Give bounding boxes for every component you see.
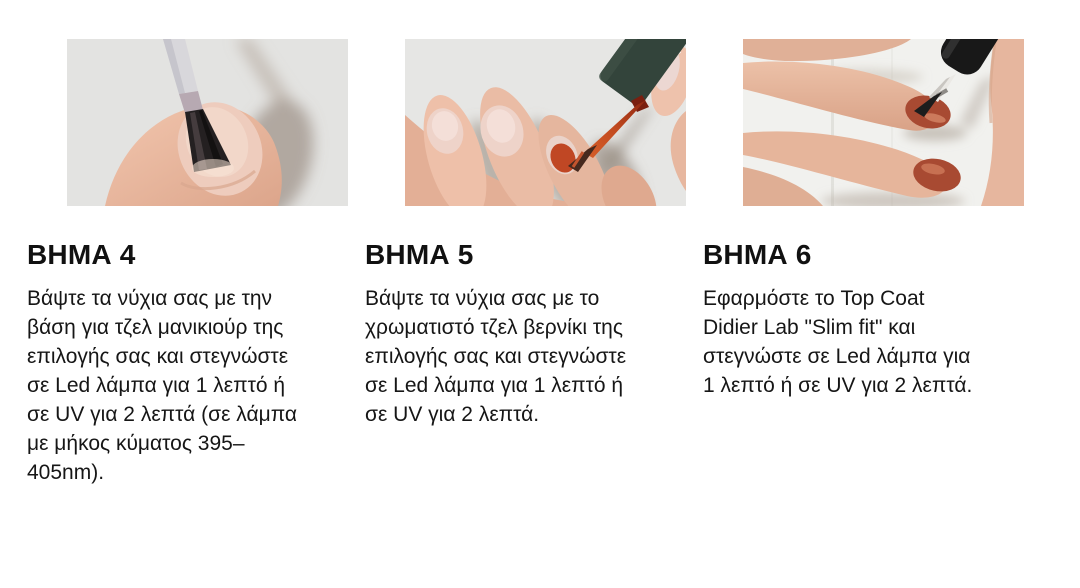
top-coat-photo-illustration	[743, 39, 1024, 206]
step5-title: ΒΗΜΑ 5	[365, 239, 474, 270]
step4-title: ΒΗΜΑ 4	[27, 239, 136, 270]
step-card-5	[365, 23, 646, 487]
base-coat-photo-illustration	[67, 39, 348, 206]
manicure-steps-section	[27, 23, 984, 487]
step-card-6	[703, 23, 984, 487]
step5-description: Βάψτε τα νύχια σας με το χρωματιστό τζελ βερνίκι της επιλογής σας και στεγνώστε σε Led λάμπα για 1 λεπτό ή σε UV για 2 λεπτά.	[365, 287, 627, 426]
step4-description: Βάψτε τα νύχια σας με την βάση για τζελ μανικιούρ της επιλογής σας και στεγνώστε σε Led λάμπα για 1 λεπτό ή σε UV για 2 λεπτά (σε λάμπα με μήκος κύματος 395–405nm).	[27, 287, 298, 484]
step6-photo-top-coat	[743, 39, 1024, 206]
step4-photo-base-coat	[67, 39, 348, 206]
step6-title: ΒΗΜΑ 6	[703, 239, 812, 270]
step-card-4	[27, 23, 308, 487]
color-gel-photo-illustration	[405, 39, 686, 206]
step6-description: Εφαρμόστε το Top Coat Didier Lab "Slim fit" και στεγνώστε σε Led λάμπα για 1 λεπτό ή σε UV για 2 λεπτά.	[703, 287, 973, 397]
step5-photo-color-gel	[405, 39, 686, 206]
